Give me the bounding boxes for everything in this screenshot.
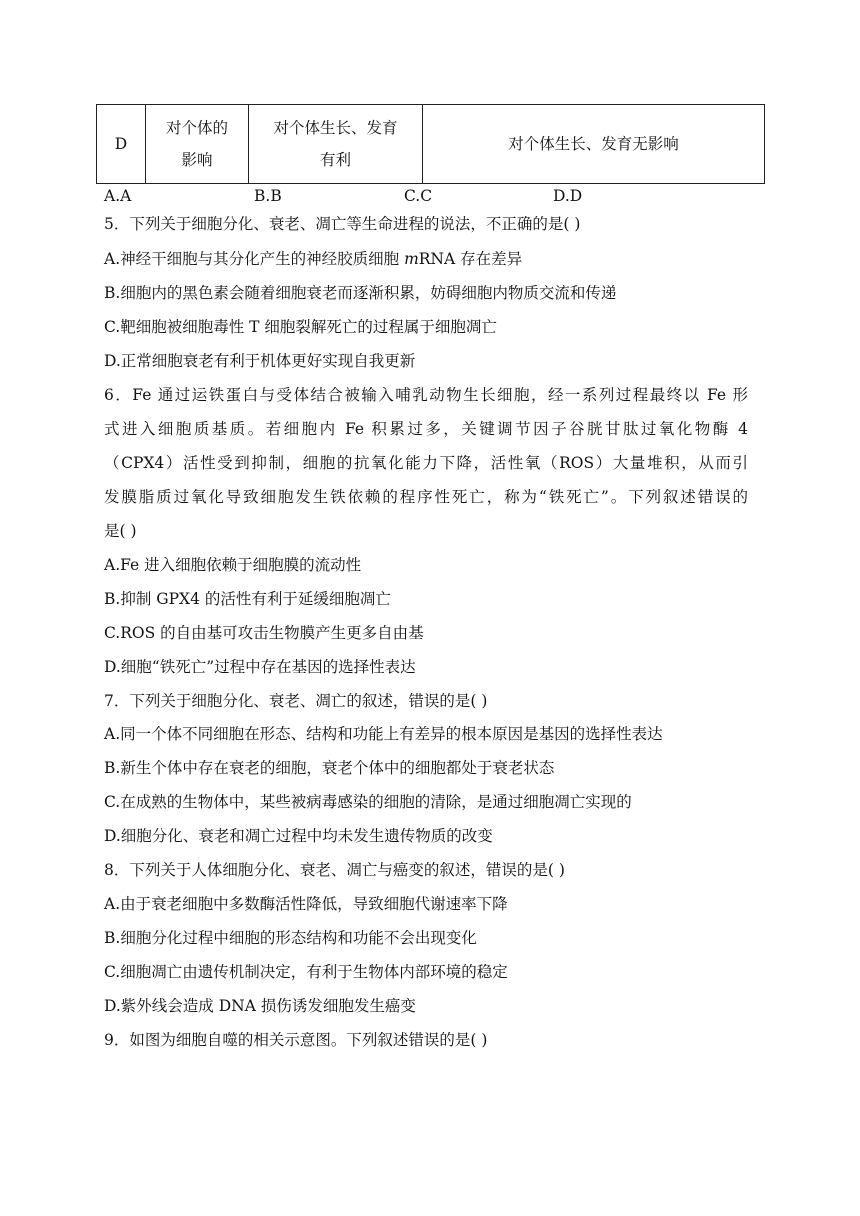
q7-option-a: A.同一个体不同细胞在形态、结构和功能上有差异的根本原因是基因的选择性表达 (104, 725, 663, 743)
q5-stem: 5．下列关于细胞分化、衰老、凋亡等生命进程的说法，不正确的是( ) (104, 215, 581, 233)
q6-stem-line2: 式进入细胞质基质。若细胞内 Fe 积累过多，关键调节因子谷胱甘肽过氧化物酶 4 (104, 420, 748, 438)
q5-option-a-text: A.神经干细胞与其分化产生的神经胶质细胞 (104, 250, 405, 268)
q6-stem-line3: （CPX4）活性受到抑制，细胞的抗氧化能力下降，活性氧（ROS）大量堆积，从而引 (104, 454, 748, 472)
table-header-line2: 影响 (181, 151, 213, 169)
q6-option-b: B.抑制 GPX4 的活性有利于延缓细胞凋亡 (104, 590, 391, 608)
q5-option-a-italic: m (404, 250, 419, 268)
choice-b: B.B (254, 187, 282, 205)
table-row (97, 105, 765, 184)
choice-a: A.A (104, 187, 132, 205)
q9-stem: 9．如图为细胞自噬的相关示意图。下列叙述错误的是( ) (104, 1031, 488, 1049)
table-cell-col-a (249, 105, 423, 184)
q7-option-b: B.新生个体中存在衰老的细胞，衰老个体中的细胞都处于衰老状态 (104, 759, 555, 777)
q6-option-c: C.ROS 的自由基可攻击生物膜产生更多自由基 (104, 624, 424, 642)
q5-option-b: B.细胞内的黑色素会随着细胞衰老而逐渐积累，妨碍细胞内物质交流和传递 (104, 284, 617, 302)
q6-option-d: D.细胞“铁死亡”过程中存在基因的选择性表达 (104, 658, 416, 676)
q5-option-a-text-end: RNA 存在差异 (418, 250, 523, 268)
table-cell-header (146, 105, 249, 184)
q6-stem-line5: 是( ) (104, 522, 137, 540)
q6-stem-line1: 6．Fe 通过运铁蛋白与受体结合被输入哺乳动物生长细胞，经一系列过程最终以 Fe 形 (104, 386, 748, 404)
table-col-a-line1: 对个体生长、发育 (273, 119, 398, 137)
table-cell-col-b: 对个体生长、发育无影响 (423, 105, 765, 184)
q5-option-a (104, 247, 522, 271)
table-cell-letter: D (97, 105, 146, 184)
q7-option-d: D.细胞分化、衰老和凋亡过程中均未发生遗传物质的改变 (104, 827, 493, 845)
q8-option-d: D.紫外线会造成 DNA 损伤诱发细胞发生癌变 (104, 997, 416, 1015)
choice-c: C.C (404, 187, 433, 205)
q8-option-b: B.细胞分化过程中细胞的形态结构和功能不会出现变化 (104, 929, 477, 947)
q5-option-c: C.靶细胞被细胞毒性 T 细胞裂解死亡的过程属于细胞凋亡 (104, 318, 497, 336)
q7-stem: 7．下列关于细胞分化、衰老、凋亡的叙述，错误的是( ) (104, 692, 488, 710)
q6-stem-line4: 发膜脂质过氧化导致细胞发生铁依赖的程序性死亡，称为“铁死亡”。下列叙述错误的 (104, 488, 748, 506)
q6-option-a: A.Fe 进入细胞依赖于细胞膜的流动性 (104, 556, 362, 574)
table-col-a-line2: 有利 (319, 151, 351, 169)
q8-option-a: A.由于衰老细胞中多数酶活性降低，导致细胞代谢速率下降 (104, 895, 508, 913)
table-header-line1: 对个体的 (165, 119, 228, 137)
q8-option-c: C.细胞凋亡由遗传机制决定，有利于生物体内部环境的稳定 (104, 963, 508, 981)
option-table (96, 104, 765, 184)
q5-option-d: D.正常细胞衰老有利于机体更好实现自我更新 (104, 352, 416, 370)
choice-d: D.D (553, 187, 583, 205)
q7-option-c: C.在成熟的生物体中，某些被病毒感染的细胞的清除，是通过细胞凋亡实现的 (104, 793, 632, 811)
q8-stem: 8．下列关于人体细胞分化、衰老、凋亡与癌变的叙述，错误的是( ) (104, 861, 565, 879)
